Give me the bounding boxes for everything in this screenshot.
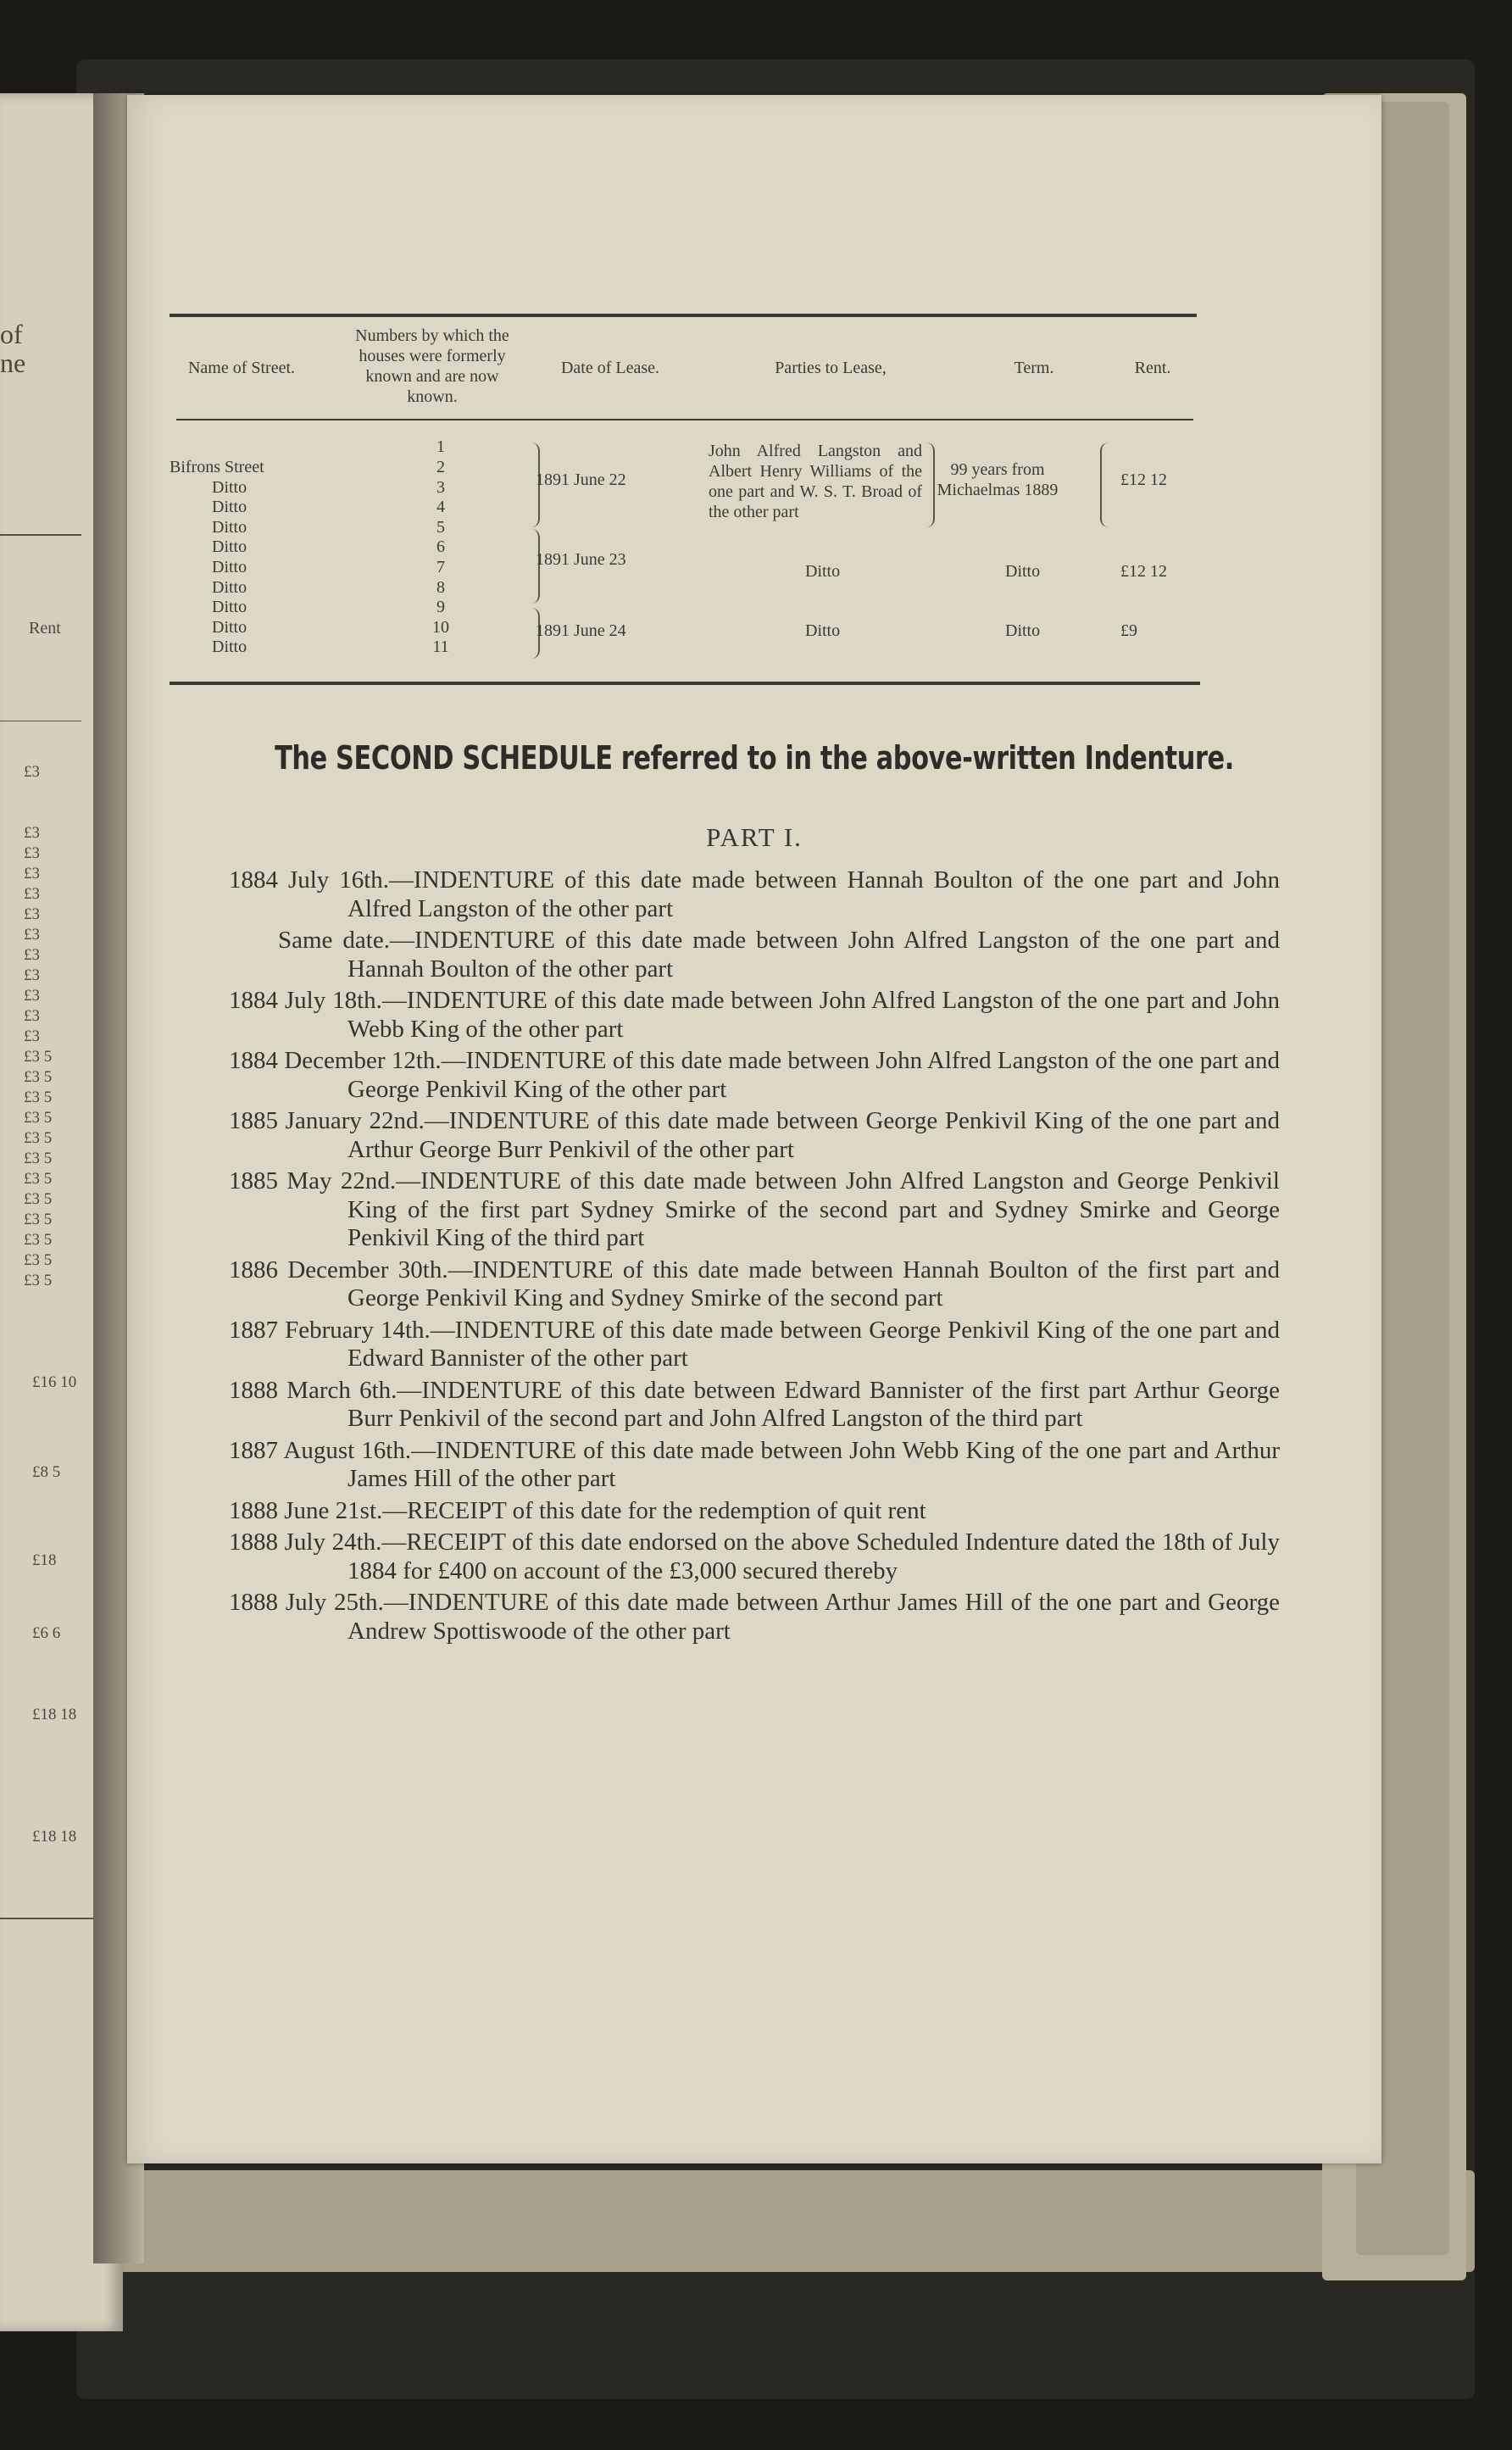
left-page-fragment: ne bbox=[0, 348, 26, 378]
left-page-rent-value: £3 bbox=[24, 885, 40, 903]
number-cell: 4 bbox=[436, 498, 445, 517]
header-rent: Rent. bbox=[1134, 359, 1171, 377]
schedule-entry: 1888 July 25th.—INDENTURE of this date made between Arthur James Hill of the one part and George Andrew Spottiswoode of the other part bbox=[229, 1589, 1280, 1645]
number-cell: 6 bbox=[436, 537, 445, 557]
left-page-rent-value: £8 5 bbox=[32, 1463, 61, 1481]
street-cell: Ditto bbox=[212, 598, 247, 617]
lease-term: 99 years from Michaelmas 1889 bbox=[937, 460, 1059, 499]
street-cell: Ditto bbox=[212, 498, 247, 517]
street-cell: Ditto bbox=[212, 477, 247, 497]
number-cell: 7 bbox=[436, 558, 445, 576]
schedule-entries bbox=[229, 866, 1280, 1649]
schedule-entry: 1885 May 22nd.—INDENTURE of this date made between John Alfred Langston and George Penkivil King of the first part Sydney Smirke of the second part and Sydney Smirke and George Penkivil King of the third part bbox=[229, 1167, 1280, 1251]
lease-rent: £12 12 bbox=[1120, 471, 1167, 489]
left-page-rent-value: £18 18 bbox=[32, 1706, 77, 1723]
number-cell: 1 bbox=[436, 437, 445, 457]
schedule-entry: Same date.—INDENTURE of this date made between John Alfred Langston of the one part and Hannah Boulton of the other part bbox=[278, 927, 1280, 983]
schedule-entry: 1888 March 6th.—INDENTURE of this date between Edward Bannister of the first part Arthur George Burr Penkivil of the second part and John Alfred Langston of the third part bbox=[229, 1376, 1280, 1432]
lease-date: 1891 June 24 bbox=[536, 621, 626, 640]
left-page-rent-value: £3 5 bbox=[24, 1211, 53, 1228]
left-page-rent-value: £3 5 bbox=[24, 1150, 53, 1167]
number-cell: 5 bbox=[436, 517, 445, 537]
schedule-entry: 1884 July 16th.—INDENTURE of this date made between Hannah Boulton of the one part and John Alfred Langston of the other part bbox=[229, 866, 1280, 922]
left-page-rent-value: £18 bbox=[32, 1551, 57, 1569]
street-cell: Bifrons Street bbox=[170, 458, 264, 476]
left-page-rent-value: £3 5 bbox=[24, 1109, 53, 1127]
schedule-entry: 1888 July 24th.—RECEIPT of this date endorsed on the above Scheduled Indenture dated the 18th of July 1884 for £400 on account of the £3,000 secured thereby bbox=[229, 1528, 1280, 1584]
lease-rent: £9 bbox=[1120, 621, 1137, 640]
left-page-rent-value: £3 bbox=[24, 865, 40, 883]
left-page-rent-header: Rent bbox=[29, 619, 61, 638]
left-page-rent-value: £3 bbox=[24, 946, 40, 964]
left-page-rent-value: £3 bbox=[24, 905, 40, 923]
left-page-rent-value: £3 bbox=[24, 926, 40, 944]
table-bottom-rule bbox=[170, 682, 1200, 685]
schedule-entry: 1885 January 22nd.—INDENTURE of this date made between George Penkivil King of the one part and Arthur George Burr Penkivil of the other part bbox=[229, 1107, 1280, 1163]
left-page-rent-value: £3 5 bbox=[24, 1251, 53, 1269]
left-page-rent-value: £3 5 bbox=[24, 1048, 53, 1066]
number-cell: 9 bbox=[436, 598, 445, 617]
left-page-rent-value: £3 5 bbox=[24, 1272, 53, 1289]
street-cell: Ditto bbox=[212, 638, 247, 657]
header-term: Term. bbox=[1014, 359, 1054, 377]
schedule-entry: 1884 July 18th.—INDENTURE of this date made between John Alfred Langston of the one part and John Webb King of the other part bbox=[229, 987, 1280, 1043]
schedule-entry: 1888 June 21st.—RECEIPT of this date for the redemption of quit rent bbox=[229, 1496, 926, 1524]
left-page-rent-value: £3 bbox=[24, 844, 40, 862]
left-page-rule bbox=[0, 1918, 105, 1919]
schedule-entry: 1887 August 16th.—INDENTURE of this date made between John Webb King of the one part and Arthur James Hill of the other part bbox=[229, 1436, 1280, 1492]
street-cell: Ditto bbox=[212, 577, 247, 597]
left-page-rent-value: £3 5 bbox=[24, 1170, 53, 1188]
lease-term: Ditto bbox=[1005, 621, 1041, 640]
number-cell: 8 bbox=[436, 577, 445, 597]
street-cell: Ditto bbox=[212, 517, 247, 537]
lease-term: Ditto bbox=[1005, 562, 1041, 581]
left-page-rent-value: £3 bbox=[24, 987, 40, 1005]
lease-parties: Ditto bbox=[805, 562, 841, 581]
left-page-rent-value: £3 5 bbox=[24, 1190, 53, 1208]
header-parties: Parties to Lease, bbox=[775, 359, 887, 377]
left-page-rent-value: £3 bbox=[24, 966, 40, 984]
lease-parties: Ditto bbox=[805, 621, 841, 640]
street-cell: Ditto bbox=[212, 558, 247, 576]
table-header-rule bbox=[176, 419, 1193, 420]
header-street: Name of Street. bbox=[187, 359, 296, 377]
left-page-rent-value: £3 5 bbox=[24, 1231, 53, 1249]
number-cell: 2 bbox=[436, 458, 445, 476]
left-page-fragment: of bbox=[0, 319, 23, 349]
main-page bbox=[127, 95, 1381, 2163]
left-page-rent-value: £3 bbox=[24, 763, 40, 781]
header-date: Date of Lease. bbox=[560, 359, 660, 377]
schedule-entry: 1887 February 14th.—INDENTURE of this date made between George Penkivil King of the one part and Edward Bannister of the other part bbox=[229, 1316, 1280, 1372]
part-heading: PART I. bbox=[706, 822, 803, 852]
street-cell: Ditto bbox=[212, 617, 247, 637]
page-stack-bottom bbox=[102, 2170, 1475, 2272]
group-brace bbox=[1100, 443, 1109, 527]
left-page-rent-value: £16 10 bbox=[32, 1373, 77, 1391]
lease-rent: £12 12 bbox=[1120, 562, 1167, 581]
number-cell: 11 bbox=[432, 638, 449, 657]
left-page-rent-value: £6 6 bbox=[32, 1624, 61, 1642]
schedule-title: The SECOND SCHEDULE referred to in the above-written Indenture. bbox=[275, 739, 1234, 777]
left-page-rent-value: £3 5 bbox=[24, 1068, 53, 1086]
left-page-rent-value: £3 bbox=[24, 824, 40, 842]
lease-parties: John Alfred Langston and Albert Henry Williams of the one part and W. S. T. Broad of the other part bbox=[709, 442, 922, 521]
left-page-rule bbox=[0, 534, 81, 536]
left-page-rent-value: £3 bbox=[24, 1027, 40, 1045]
table-top-rule bbox=[170, 314, 1197, 317]
left-page-rent-value: £18 18 bbox=[32, 1828, 77, 1846]
street-cell: Ditto bbox=[212, 537, 247, 557]
schedule-entry: 1886 December 30th.—INDENTURE of this date made between Hannah Boulton of the first part and George Penkivil King and Sydney Smirke of the second part bbox=[229, 1256, 1280, 1311]
number-cell: 10 bbox=[432, 617, 449, 637]
schedule-entry: 1884 December 12th.—INDENTURE of this date made between John Alfred Langston of the one part and George Penkivil King of the other part bbox=[229, 1047, 1280, 1103]
lease-date: 1891 June 23 bbox=[536, 550, 626, 569]
number-cell: 3 bbox=[436, 477, 445, 497]
left-page-rent-value: £3 5 bbox=[24, 1089, 53, 1106]
lease-date: 1891 June 22 bbox=[536, 471, 626, 489]
left-page-rent-value: £3 5 bbox=[24, 1129, 53, 1147]
left-page-rent-value: £3 bbox=[24, 1007, 40, 1025]
header-numbers: Numbers by which the houses were formerly known and are now known. bbox=[355, 326, 509, 406]
